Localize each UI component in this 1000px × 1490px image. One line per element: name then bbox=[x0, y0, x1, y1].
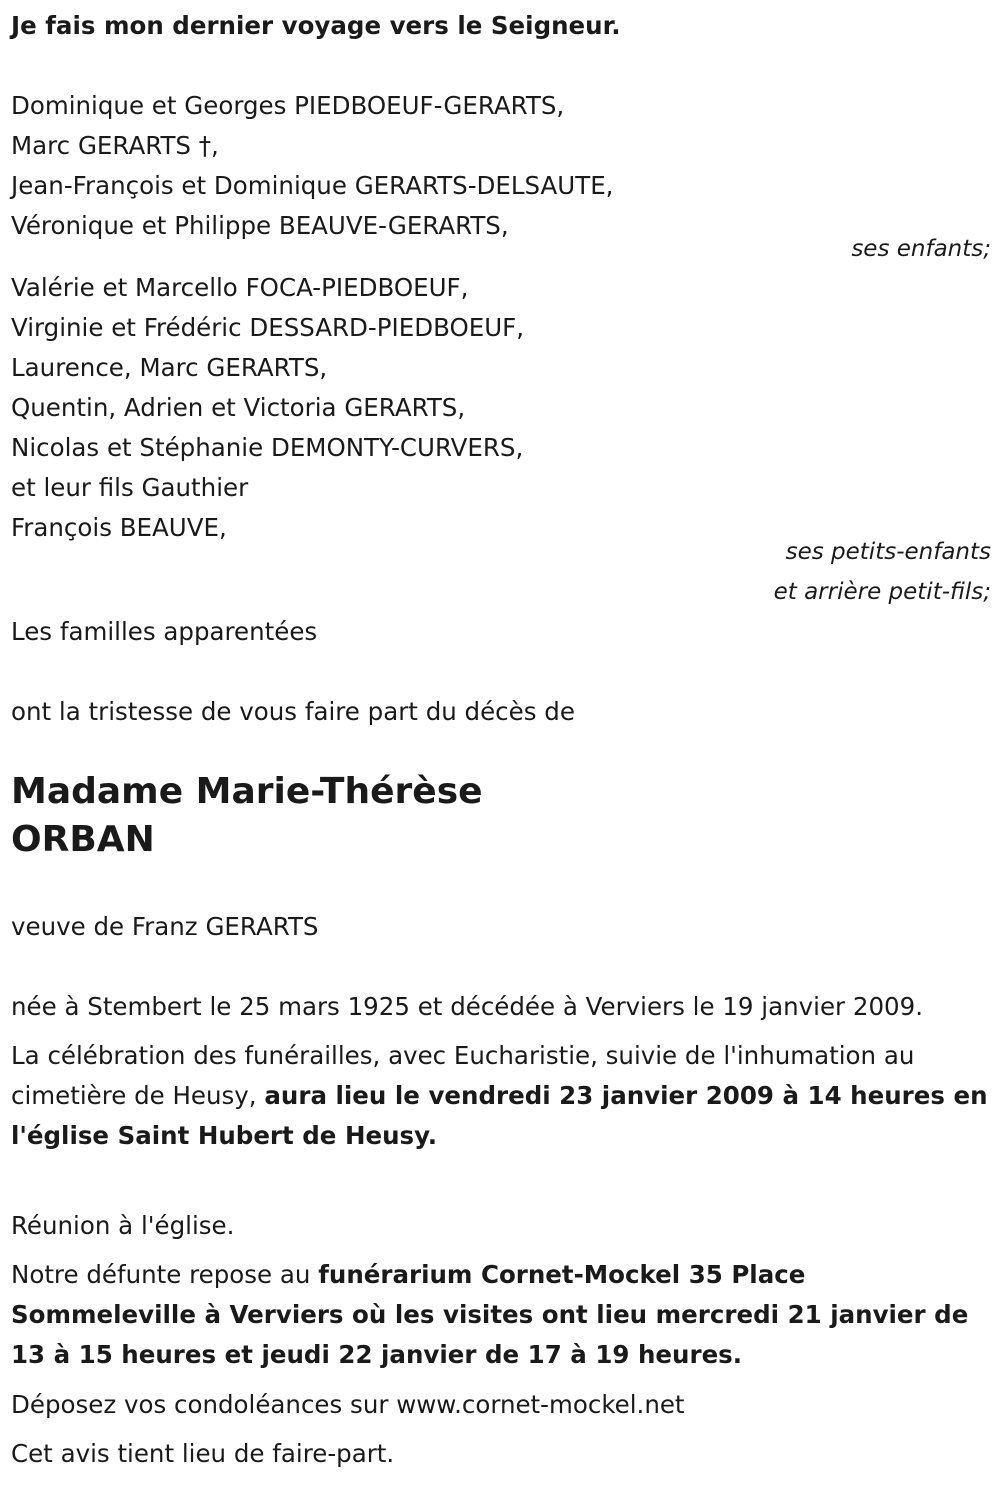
announcement: ont la tristesse de vous faire part du décès de bbox=[11, 697, 575, 726]
condolences: Déposez vos condoléances sur www.cornet-mockel.net bbox=[11, 1390, 685, 1419]
visitation-intro: Notre défunte repose au bbox=[11, 1260, 311, 1289]
notice: Cet avis tient lieu de faire-part. bbox=[11, 1439, 395, 1468]
grandchildren-list bbox=[11, 268, 524, 548]
children-role: ses enfants; bbox=[851, 236, 991, 262]
funeral-details: aura lieu le vendredi 23 janvier 2009 à 14 heures en l'église Saint Hubert de Heusy. bbox=[11, 1081, 988, 1150]
deceased-name-line1: Madame Marie-Thérèse bbox=[11, 771, 483, 812]
grandchildren-line: Virginie et Frédéric DESSARD-PIEDBOEUF, bbox=[11, 313, 525, 342]
grandchildren-line: et leur fils Gauthier bbox=[11, 473, 249, 502]
children-line: Jean-François et Dominique GERARTS-DELSAUTE, bbox=[11, 171, 614, 200]
grandchildren-role-1: ses petits-enfants bbox=[785, 539, 991, 565]
funeral-intro: La célébration des funérailles, avec Eucharistie, suivie de l'inhumation au cimetière de Heusy, bbox=[11, 1041, 915, 1110]
epigraph: Je fais mon dernier voyage vers le Seigneur. bbox=[11, 11, 621, 40]
children-list bbox=[11, 86, 613, 246]
grandchildren-role-2: et arrière petit-fils; bbox=[773, 579, 991, 605]
grandchildren-line: François BEAUVE, bbox=[11, 513, 227, 542]
birth-death: née à Stembert le 25 mars 1925 et décédée à Verviers le 19 janvier 2009. bbox=[11, 992, 924, 1021]
families: Les familles apparentées bbox=[11, 617, 318, 646]
visitation-paragraph bbox=[11, 1255, 991, 1375]
grandchildren-line: Quentin, Adrien et Victoria GERARTS, bbox=[11, 393, 466, 422]
deceased-name-line2: ORBAN bbox=[11, 819, 155, 860]
meeting: Réunion à l'église. bbox=[11, 1211, 235, 1240]
grandchildren-line: Valérie et Marcello FOCA-PIEDBOEUF, bbox=[11, 273, 469, 302]
grandchildren-line: Nicolas et Stéphanie DEMONTY-CURVERS, bbox=[11, 433, 524, 462]
children-line: Dominique et Georges PIEDBOEUF-GERARTS, bbox=[11, 91, 565, 120]
grandchildren-line: Laurence, Marc GERARTS, bbox=[11, 353, 328, 382]
widow-of: veuve de Franz GERARTS bbox=[11, 912, 319, 941]
visitation-details: funérarium Cornet-Mockel 35 Place Sommeleville à Verviers où les visites ont lieu mercredi 21 janvier de 13 à 15 heures et jeudi 22 janvier de 17 à 19 heures. bbox=[11, 1260, 969, 1369]
children-line: Marc GERARTS †, bbox=[11, 131, 219, 160]
children-line: Véronique et Philippe BEAUVE-GERARTS, bbox=[11, 211, 509, 240]
funeral-paragraph bbox=[11, 1036, 991, 1156]
